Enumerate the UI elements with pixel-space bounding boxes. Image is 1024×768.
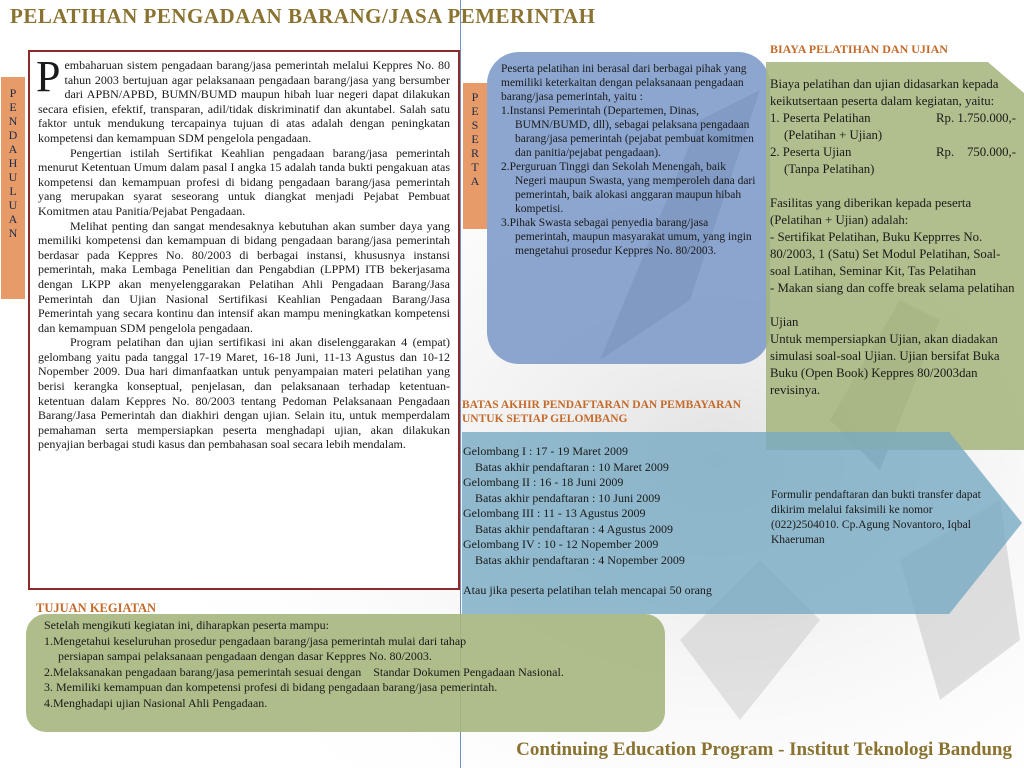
biaya-item-note: (Tanpa Pelatihan) (784, 162, 875, 176)
intro-paragraph: Program pelatihan dan ujian sertifikasi ini akan diselenggarakan 4 (empat) gelombang yaitu pada tanggal 17-19 Maret, 16-18 Juni, 11-13 Agustus dan 10-12 Nopember 2009. Dua hari dimanfaatkan untuk penyampaian materi pelatihan yang berisi kerangka konseptual, penjelasan, dan pelaksanaan terhadap ketentuan-ketentuan dalam Keppres No. 80/2003 tentang Pedoman Pelaksanaan Pengadaan Barang/Jasa Pemerintah dan diakhiri dengan ujian. Selain itu, untuk memperdalam pemahaman serta mempersiapkan peserta menghadapi ujian, akan dilakukan penyajian berbagai studi kasus dan pembahasan soal secara lebih mendalam. (38, 335, 450, 452)
peserta-item: 3.Pihak Swasta sebagai penyedia barang/jasa pemerintah, maupun masyarakat umum, yang ingin mengetahui prosedur Keppres No. 80/2003. (501, 217, 752, 257)
biaya-intro: Biaya pelatihan dan ujian didasarkan kepada keikutsertaan peserta dalam kegiatan, yaitu: (770, 77, 999, 108)
pendahuluan-panel (28, 50, 460, 590)
fasilitas-item: - Makan siang dan coffe break selama pelatihan (770, 281, 1015, 295)
tujuan-item: 4.Menghadapi ujian Nasional Ahli Pengadaan. (44, 695, 268, 710)
biaya-item-note: (Pelatihan + Ujian) (784, 128, 883, 142)
footer-text: Continuing Education Program - Institut Teknologi Bandung (516, 739, 1012, 760)
batas-heading: BATAS AKHIR PENDAFTARAN DAN PEMBAYARAN UNTUK SETIAP GELOMBANG (462, 399, 742, 425)
biaya-panel (770, 76, 1016, 399)
intro-paragraph: Pengertian istilah Sertifikat Keahlian pengadaan barang/jasa pemerintah menurut Ketentuan Umum dalam pasal I angka 15 adalah tanda bukti pengakuan atas kompetensi dan kemampuan profesi di bidang pengadaan barang/jasa pemerintah yang merupakan syarat seseorang untuk diangkat menjadi Pejabat Pembuat Komitmen atau Panitia/Pejabat Pengadaan. (38, 145, 450, 218)
intro-paragraph-text: embaharuan sistem pengadaan barang/jasa pemerintah melalui Keppres No. 80 tahun 2003 bertujuan agar pelaksanaan pengadaan barang/jasa yang bersumber dari APBN/APBD, BUMN/BUMD maupun hibah luar negeri dapat dilakukan secara efisien, efektif, transparan, adil/tidak diskriminatif dan akuntabel. Salah satu faktor untuk mendukung tercapainya tujuan di atas adalah dengan peningkatan kompetensi dan kemampuan SDM pengelola pengadaan. (38, 58, 450, 145)
tab-letter: L (9, 184, 17, 198)
tab-letter: P (9, 86, 17, 100)
tab-letter: A (8, 142, 18, 156)
peserta-item: 1.Instansi Pemerintah (Departemen, Dinas, BUMN/BUMD, dll), sebagai pelaksana pengadaan barang/jasa pemerintah (pejabat pembuat komitmen dan panitia/pejabat pengadaan). (501, 105, 754, 159)
batas-panel (463, 444, 763, 599)
intro-paragraph: Melihat penting dan sangat mendesaknya kebutuhan akan sumber daya yang memiliki kompetensi dan kemampuan di bidang pengadaan barang/jasa pemerintah berdasar pada Keppres No. 80/2003 di berbagai instansi, khususnya instansi pemerintah, maka Lembaga Penelitian dan Pengabdian (LPPM) ITB bekerjasama dengan LKPP akan menyelenggarakan Pelatihan Ahli Pengadaan Barang/Jasa Pemerintah dan Ujian Nasional Sertifikasi Keahlian Pengadaan Barang/Jasa Pemerintah yang secara kontinu dan intensif akan mampu meningkatkan kompetensi dan kemampuan SDM pengelola pengadaan. (38, 218, 450, 335)
tujuan-intro: Setelah mengikuti kegiatan ini, diharapkan peserta mampu: (44, 618, 329, 632)
tab-letter: P (471, 90, 479, 104)
tab-letter: U (8, 198, 18, 212)
biaya-item-price: Rp. 750.000,- (936, 145, 1016, 159)
drop-cap: P (36, 52, 61, 101)
batas-akhir-line: Batas akhir pendaftaran : 10 Maret 2009 (475, 459, 669, 474)
biaya-item-label: 1. Peserta Pelatihan (770, 111, 871, 125)
ujian-text: Untuk mempersiapkan Ujian, akan diadakan simulasi soal-soal Ujian. Ujian bersifat Buka Buku (Open Book) Keppres 80/2003dan revisinya. (770, 332, 1000, 397)
peserta-item: 2.Perguruan Tinggi dan Sekolah Menengah, baik Negeri maupun Swasta, yang memperoleh dana dari pemerintah, baik alokasi anggaran maupun hibah kompetisi. (501, 161, 756, 215)
formulir-text: Formulir pendaftaran dan bukti transfer dapat dikirim melalui faksimili ke nomor (022)2504010. Cp.Agung Novantoro, Iqbal Khaeruman (771, 489, 981, 546)
tab-peserta (463, 83, 487, 229)
tab-letter: N (8, 226, 18, 240)
gelombang-line: Gelombang II : 16 - 18 Juni 2009 (463, 475, 624, 489)
fasilitas-intro: Fasilitas yang diberikan kepada peserta (Pelatihan + Ujian) adalah: (770, 196, 972, 227)
fasilitas-item: - Sertifikat Pelatihan, Buku Kepprres No. 80/2003, 1 (Satu) Set Modul Pelatihan, Soal-soal Latihan, Seminar Kit, Tas Pelatihan (770, 230, 1001, 278)
biaya-heading: BIAYA PELATIHAN DAN UJIAN (770, 42, 948, 56)
peserta-panel (487, 52, 770, 364)
tab-letter: E (471, 104, 479, 118)
tab-letter: A (470, 174, 480, 188)
biaya-item-label: 2. Peserta Ujian (770, 145, 852, 159)
tab-letter: S (471, 118, 479, 132)
intro-paragraph (36, 52, 450, 146)
batas-akhir-line: Batas akhir pendaftaran : 4 Agustus 2009 (475, 521, 673, 536)
ujian-heading: Ujian (770, 315, 799, 329)
batas-note: Atau jika peserta pelatihan telah mencapai 50 orang (463, 583, 712, 597)
batas-akhir-line: Batas akhir pendaftaran : 4 Nopember 2009 (475, 552, 685, 567)
tab-letter: H (8, 156, 18, 170)
tujuan-item: 1.Mengetahui keseluruhan prosedur pengadaan barang/jasa pemerintah mulai dari tahap (44, 633, 467, 648)
gelombang-line: Gelombang I : 17 - 19 Maret 2009 (463, 444, 628, 458)
tujuan-item-cont: persiapan sampai pelaksanaan pengadaan dengan dasar Keppres No. 80/2003. (58, 649, 432, 664)
biaya-item-1 (770, 110, 1016, 127)
tujuan-item: 3. Memiliki kemampuan dan kompetensi profesi di bidang pengadaan barang/jasa pemerintah. (44, 680, 498, 695)
biaya-item-price: Rp. 1.750.000,- (936, 111, 1016, 125)
tab-letter: T (471, 160, 479, 174)
tujuan-heading: TUJUAN KEGIATAN (36, 601, 157, 615)
tab-pendahuluan (1, 77, 25, 299)
biaya-item-2 (770, 144, 1016, 161)
gelombang-line: Gelombang IV : 10 - 12 Nopember 2009 (463, 537, 659, 551)
tujuan-item: 2.Melaksanakan pengadaan barang/jasa pemerintah sesuai dengan Standar Dokumen Pengadaan Nasional. (44, 664, 564, 679)
tab-letter: R (470, 146, 479, 160)
tab-letter: N (8, 114, 18, 128)
tab-letter: E (471, 132, 479, 146)
page-title: PELATIHAN PENGADAAN BARANG/JASA PEMERINTAH (10, 4, 596, 28)
tab-letter: E (9, 100, 17, 114)
tujuan-panel (26, 614, 665, 732)
peserta-intro: Peserta pelatihan ini berasal dari berbagai pihak yang memiliki keterkaitan dengan pelaksanaan pengadaan barang/jasa pemerintah, yaitu : (501, 63, 747, 103)
tab-letter: A (8, 212, 18, 226)
tab-letter: D (8, 128, 18, 142)
batas-akhir-line: Batas akhir pendaftaran : 10 Juni 2009 (475, 490, 661, 505)
gelombang-line: Gelombang III : 11 - 13 Agustus 2009 (463, 506, 646, 520)
tab-letter: U (8, 170, 18, 184)
